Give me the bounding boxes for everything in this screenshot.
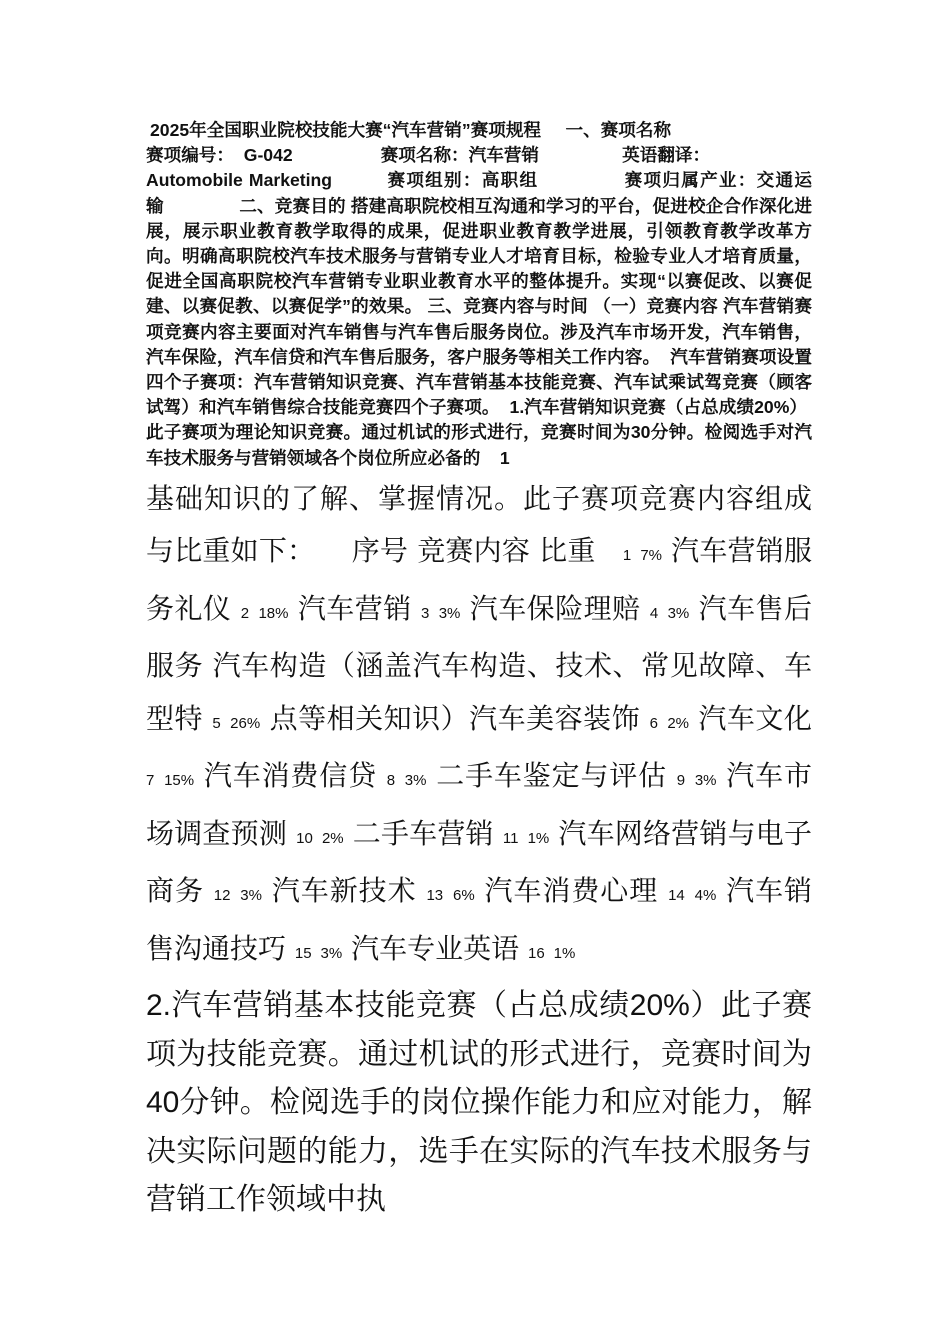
row-percent: 7% [640,547,663,565]
row-content: 汽车专业英语 [351,931,520,965]
table-header: 序号 竞赛内容 比重 [351,534,596,568]
group-label: 赛项组别：高职组 [387,170,539,191]
row-content: 二手车营销 [352,816,494,850]
row-number: 13 [426,887,444,905]
row-number: 11 [502,829,519,847]
row-percent: 4% [694,887,717,905]
row-percent: 3% [320,944,343,962]
sub1-text: 汽车营销赛项竞赛内容主要面对汽车销售与汽车售后服务岗位。涉及汽车市场开发，汽车销售，汽车保险，汽车信贷和汽车售后服务，客户服务等相关工作内容。 [146,296,812,367]
document-header-paragraph [146,118,812,471]
row-content: 点等相关知识）汽车美容装饰 [269,701,641,735]
item1-heading: 1.汽车营销知识竞赛（占总成绩20%） [509,397,808,418]
english-value: Automobile Marketing [146,170,333,191]
row-percent: 26% [230,714,261,732]
sub1-heading: （一）竞赛内容 [593,296,718,317]
row-content: 汽车销售沟通技巧 [146,874,813,965]
knowledge-intro: 基础知识的了解、掌握情况。此子赛项竞赛内容组成与比重如下： [146,481,812,568]
row-content: 汽车保险理赔 [469,591,641,625]
row-content: 汽车文化 [698,701,812,735]
item2-minutes: 40 [146,1086,180,1120]
row-content: 汽车营销 [297,591,412,625]
item2-paragraph [146,982,812,1225]
row-number: 8 [386,772,396,790]
item1-text: 此子赛项为理论知识竞赛。通过机试的形式进行，竞赛时间为30分钟。检阅选手对汽车技术服务与营销领域各个岗位所应必备的 [146,422,812,468]
industry-label: 赛项归属产业：交通运输 [146,170,812,216]
row-content: 汽车构造（涵盖汽车构造、技术、常见故障、车型特 [146,649,812,735]
row-percent: 2% [321,829,344,847]
row-percent: 1% [553,944,576,962]
row-number: 3 [421,604,430,622]
row-percent: 3% [404,772,427,790]
row-percent: 6% [452,887,475,905]
section2-text: 搭建高职院校相互沟通和学习的平台，促进校企合作深化进展，展示职业教育教学取得的成果，促进职业教育教学进展，引领教育教学改革方向。明确高职院校汽车技术服务与营销专业人才培育目标，检验专业人才培育质量，促进全国高职院校汽车营销专业职业教育水平的整体提升。实现“以赛促改、以赛促建、以赛促教、以赛促学”的效果。 [146,195,812,317]
row-percent: 3% [667,604,690,622]
section2-heading: 二、竞赛目的 [239,195,346,216]
row-number: 16 [528,944,545,962]
code-label: 赛项编号： [146,145,234,166]
row-content: 二手车鉴定与评估 [436,759,667,793]
knowledge-table-paragraph [146,473,812,981]
section1-heading: 一、赛项名称 [565,120,672,140]
row-percent: 3% [438,604,461,622]
name-label: 赛项名称：汽车营销 [380,145,540,166]
section3-heading: 三、竞赛内容与时间 [427,296,589,317]
item2-text-b: ）此子赛项为技能竞赛。通过机试的形式进行，竞赛时间为 [146,988,813,1072]
page-number: 1 [499,447,510,468]
row-percent: 18% [258,604,289,622]
row-number: 1 [622,547,632,565]
row-percent: 15% [164,772,195,790]
row-number: 9 [676,772,686,790]
row-content: 汽车市场调查预测 [146,759,812,850]
row-content: 汽车售后服务 [146,591,812,683]
row-number: 5 [212,714,221,732]
row-number: 7 [146,772,155,790]
row-percent: 3% [240,887,262,905]
row-number: 4 [649,604,659,622]
english-label: 英语翻译： [622,145,711,166]
row-number: 10 [296,829,313,847]
row-number: 6 [649,714,658,732]
row-number: 15 [294,944,312,962]
item2-number: 2. [146,989,172,1023]
document-page [146,118,812,1225]
row-percent: 3% [694,772,717,790]
row-content: 汽车消费信贷 [203,759,377,793]
item2-heading-a: 汽车营销基本技能竞赛（占总成绩 [171,988,630,1024]
sub1-text2: 汽车营销赛项设置四个子赛项：汽车营销知识竞赛、汽车营销基本技能竞赛、汽车试乘试驾竞赛（顾客试驾）和汽车销售综合技能竞赛四个子赛项。 [146,346,812,418]
item2-percent: 20% [629,989,690,1023]
row-content: 汽车网络营销与电子商务 [146,816,812,908]
row-content: 汽车营销服务礼仪 [146,534,812,625]
row-number: 14 [668,887,685,905]
code-value: G-042 [243,145,293,166]
row-number: 2 [240,604,250,622]
row-percent: 1% [527,829,550,847]
item2-text-c: 分钟。检阅选手的岗位操作能力和应对能力，解决实际问题的能力，选手在实际的汽车技术服务与营销工作领域中执 [146,1085,812,1218]
document-title: 2025年全国职业院校技能大赛“汽车营销”赛项规程 [150,120,542,140]
row-number: 12 [213,887,231,905]
row-content: 汽车消费心理 [484,874,659,908]
row-content: 汽车新技术 [271,874,417,908]
row-percent: 2% [667,714,690,732]
